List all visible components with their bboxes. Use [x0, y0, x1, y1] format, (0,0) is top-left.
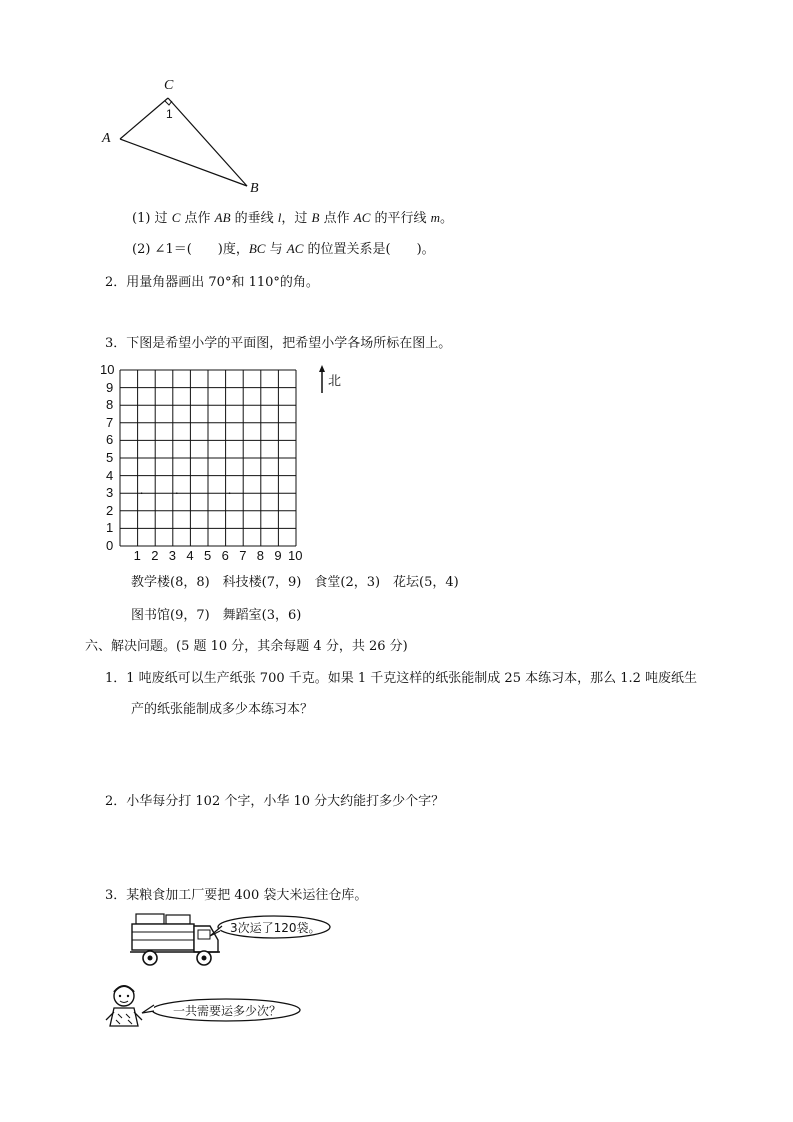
- y-axis-label: 9: [106, 379, 114, 395]
- text: 点作: [180, 211, 215, 226]
- x-axis-label: 1: [133, 548, 141, 563]
- section-6-heading: 六、解决问题。(5 题 10 分，其余每题 4 分，共 26 分): [85, 639, 408, 654]
- q1-subquestion-2: [132, 238, 435, 257]
- text: BC: [248, 241, 266, 256]
- text: l: [277, 210, 282, 225]
- x-axis-label: 5: [204, 548, 212, 563]
- text: (2) ∠1＝( )度，: [132, 242, 249, 257]
- problem-1-line-2: 产的纸张能制成多少本练习本？: [131, 702, 314, 717]
- y-axis-label: 7: [106, 414, 114, 430]
- grid-dot: [176, 492, 178, 494]
- text: B: [311, 210, 320, 225]
- point-b-label: B: [250, 181, 259, 196]
- question-2: 2．用量角器画出 70°和 110°的角。: [105, 275, 319, 290]
- grid-dot: [141, 492, 143, 494]
- places-line-1: 教学楼(8，8) 科技楼(7，9) 食堂(2，3) 花坛(5，4): [131, 575, 459, 590]
- text: 的垂线: [230, 211, 278, 226]
- problem-3: 3．某粮食加工厂要把 400 袋大米运往仓库。: [105, 888, 368, 903]
- text: AB: [214, 210, 231, 225]
- question-3: 3．下图是希望小学的平面图，把希望小学各场所标在图上。: [105, 336, 452, 351]
- y-axis-label: 1: [106, 520, 114, 536]
- text: m: [430, 210, 441, 225]
- text: 的位置关系是( )。: [303, 242, 435, 257]
- x-axis-label: 9: [274, 548, 282, 563]
- text: 。: [440, 211, 454, 226]
- text: 与: [265, 242, 287, 257]
- text: (1) 过: [132, 211, 172, 226]
- y-axis-label: 6: [106, 432, 114, 448]
- y-axis-label: 2: [106, 502, 114, 518]
- x-axis-label: 10: [288, 548, 303, 563]
- text: AC: [353, 210, 371, 225]
- problem-1-line-1: 1．1 吨废纸可以生产纸张 700 千克。如果 1 千克这样的纸张能制成 25 本练习本，那么 1.2 吨废纸生: [105, 671, 698, 686]
- speech-bubble-1-text: 3次运了120袋。: [230, 921, 321, 935]
- x-axis-label: 3: [168, 548, 177, 563]
- text: 的平行线: [370, 211, 431, 226]
- triangle-figure: [95, 70, 275, 200]
- text: 点作: [319, 211, 354, 226]
- x-axis-label: 4: [186, 548, 194, 563]
- y-axis-label: 4: [106, 467, 114, 483]
- text: C: [171, 210, 181, 225]
- text: AC: [286, 241, 304, 256]
- north-label: 北: [328, 374, 342, 389]
- x-axis-label: 2: [151, 548, 159, 563]
- angle-1-label: 1: [166, 107, 173, 121]
- x-axis-label: 7: [239, 548, 247, 563]
- point-a-label: A: [102, 131, 111, 146]
- y-axis-label: 0: [106, 538, 114, 553]
- y-axis-label: 10: [100, 362, 115, 377]
- north-arrow-icon: [317, 365, 327, 395]
- y-axis-label: 3: [106, 485, 114, 501]
- text: ，过: [281, 211, 312, 226]
- q1-subquestion-1: [132, 207, 453, 226]
- y-axis-label: 5: [106, 450, 114, 465]
- x-axis-label: 6: [221, 548, 229, 563]
- y-axis-label: 8: [106, 397, 114, 413]
- speech-bubble-2-text: 一共需要运多少次？: [173, 1004, 282, 1018]
- x-axis-label: 8: [256, 548, 265, 563]
- point-c-label: C: [164, 78, 174, 93]
- places-line-2: 图书馆(9，7) 舞蹈室(3，6): [131, 608, 302, 623]
- grid-dot: [229, 492, 231, 494]
- problem-2: 2．小华每分打 102 个字，小华 10 分大约能打多少个字？: [105, 794, 445, 809]
